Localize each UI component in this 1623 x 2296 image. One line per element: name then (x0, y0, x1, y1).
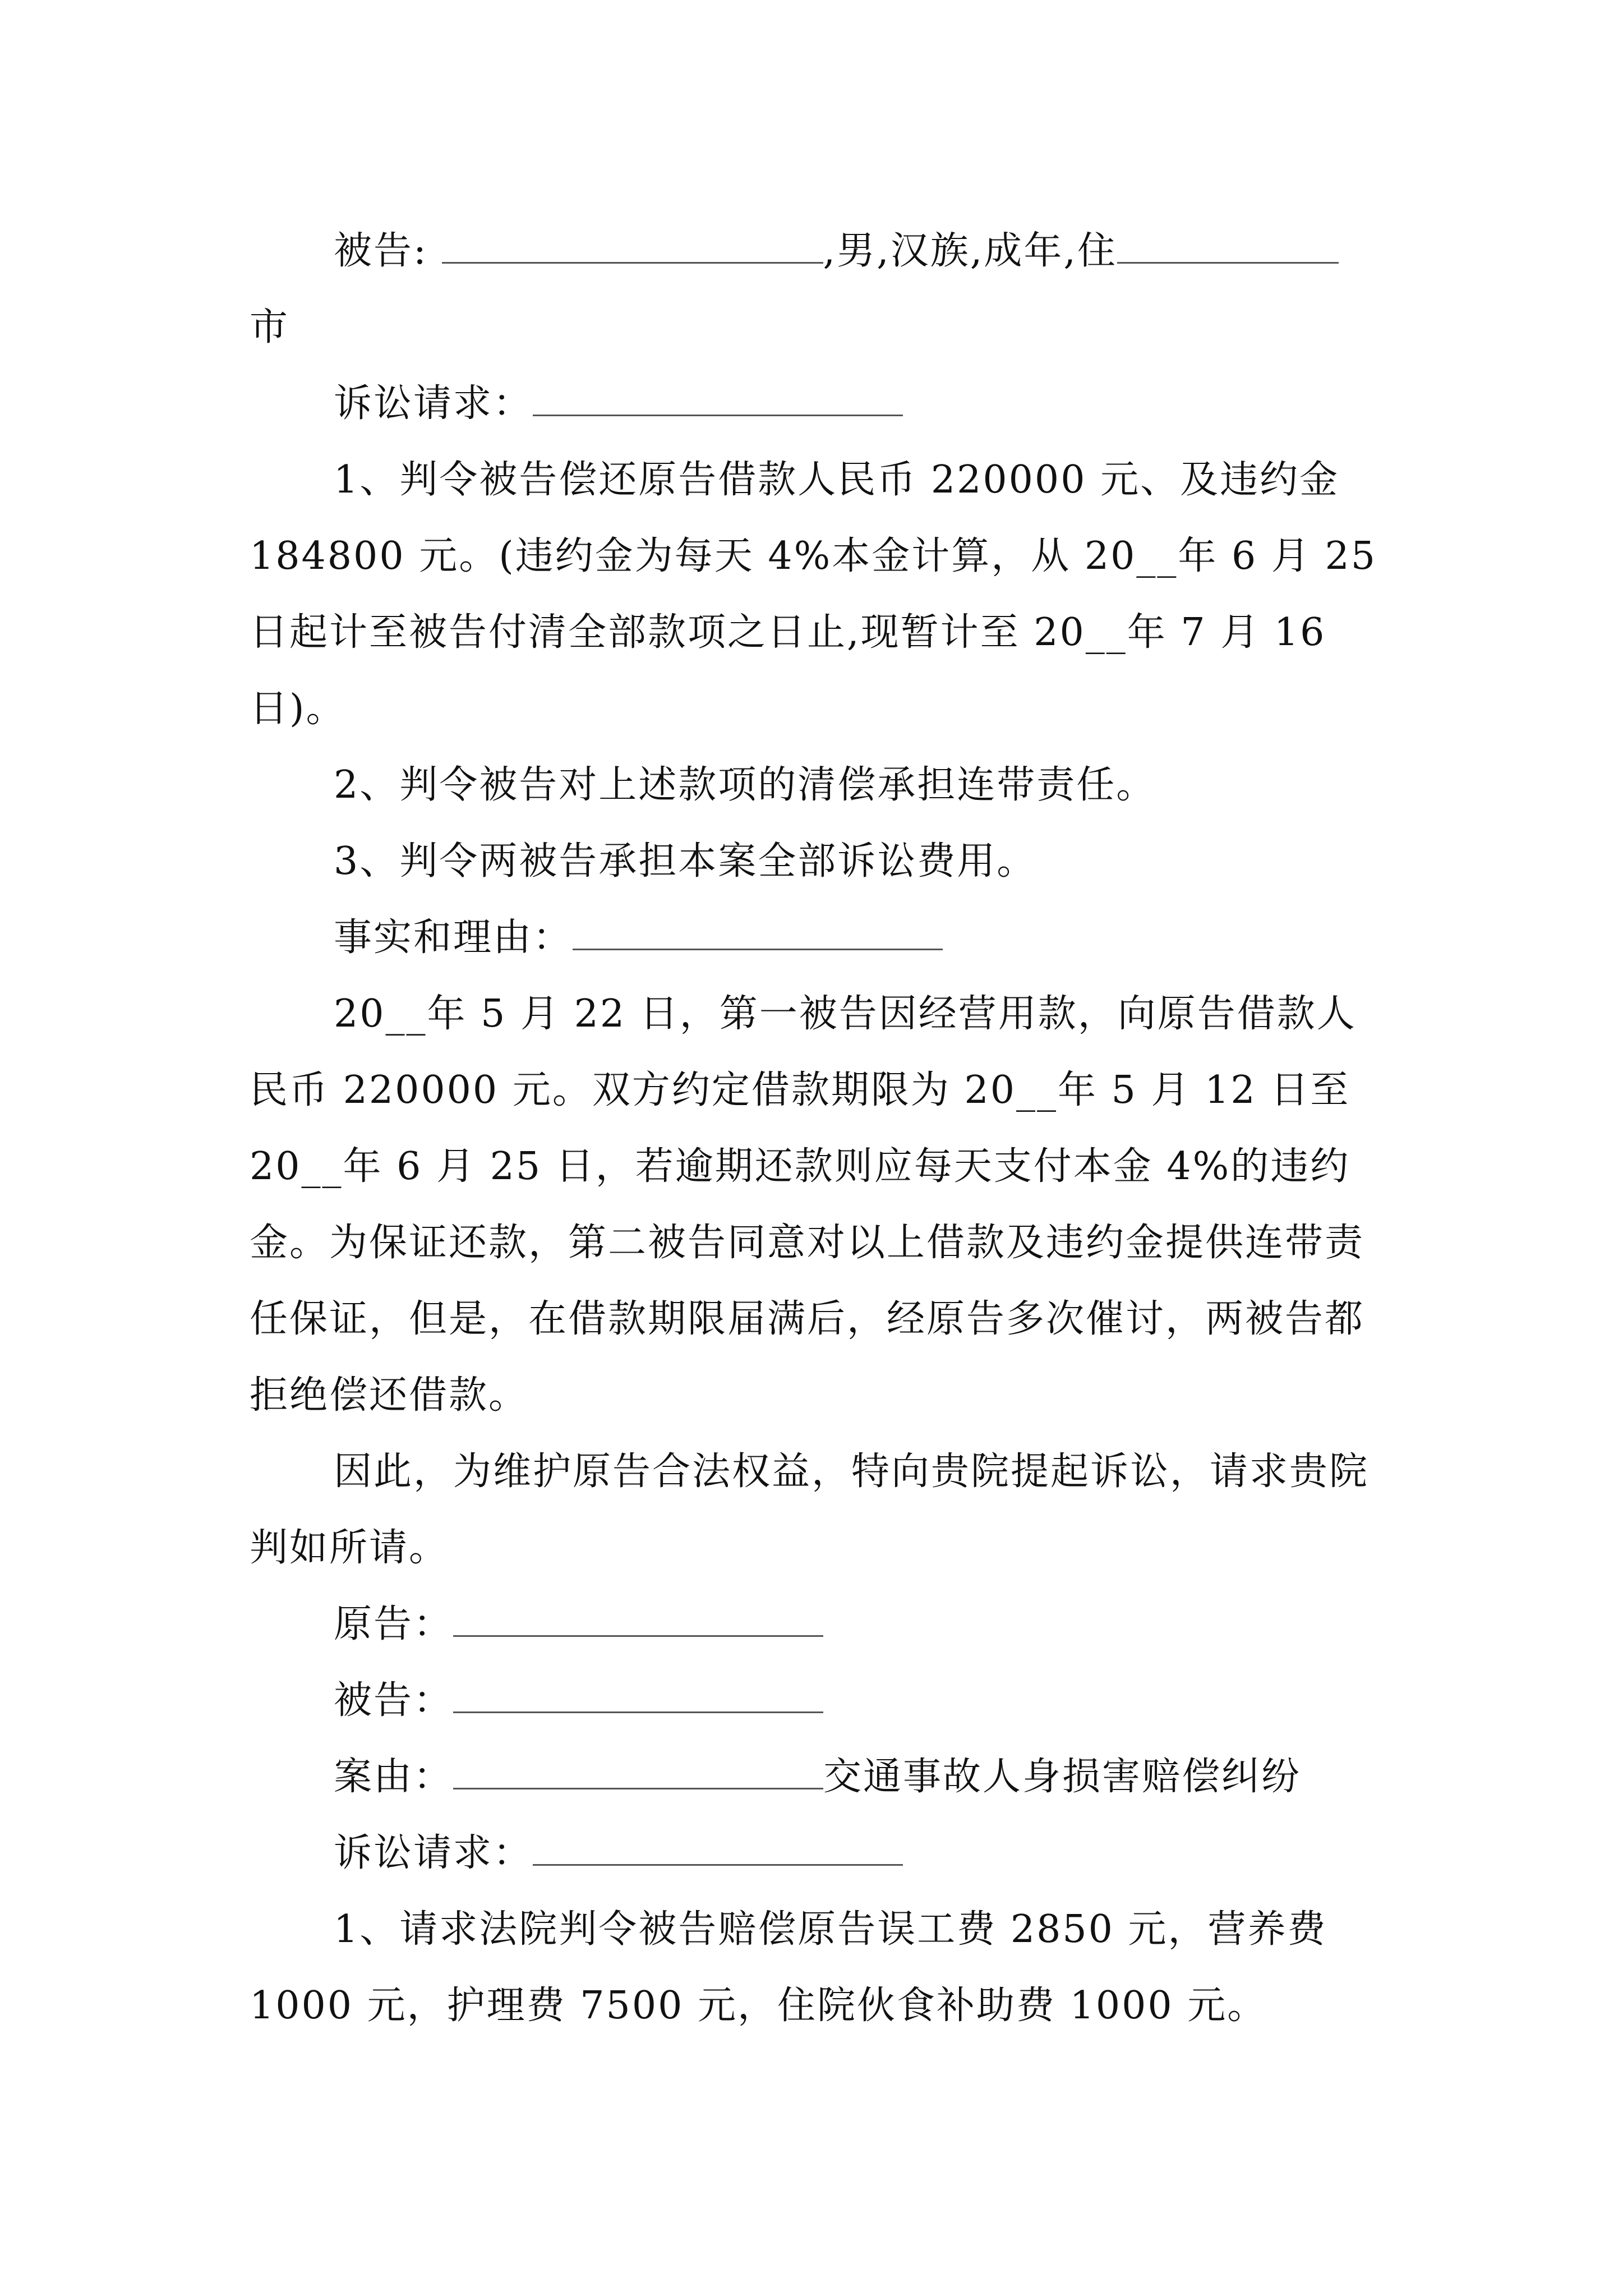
plaintiff-label: 原告： (334, 1602, 454, 1646)
claim-item-1: 1、判令被告偿还原告借款人民币 220000 元、及违约金 184800 元。(违约金为每天 4%本金计算，从 20__年 6 月 25 日起计至被告付清全部款项之日止,现暂计至 20__年 7 月 16 日)。 (250, 458, 1377, 731)
cause-blank (453, 1756, 823, 1789)
cause-line (250, 1739, 1388, 1815)
defendant-name-blank (442, 231, 823, 264)
facts-heading-blank (573, 917, 943, 950)
claims-heading-2-blank (533, 1833, 903, 1866)
claim-item-2: 2、判令被告对上述款项的清偿承担连带责任。 (334, 763, 1156, 807)
defendant-label: 被告: (334, 229, 428, 273)
defendant-line (250, 1663, 1388, 1739)
facts-heading-label: 事实和理由： (334, 915, 573, 960)
defendant-address-blank (1117, 231, 1339, 264)
facts-heading (250, 900, 1388, 976)
cause-label: 案由： (334, 1755, 454, 1799)
claims-heading (250, 366, 1388, 442)
claims-heading-2-label: 诉讼请求： (334, 1831, 533, 1875)
defendant-details: ,男,汉族,成年,住 (823, 229, 1118, 273)
defendant-city: 市 (250, 305, 290, 349)
claim-2-item-1: 1、请求法院判令被告赔偿原告误工费 2850 元，营养费 1000 元，护理费 7500 元，住院伙食补助费 1000 元。 (250, 1907, 1327, 2028)
facts-paragraph: 20__年 5 月 22 日，第一被告因经营用款，向原告借款人民币 220000 元。双方约定借款期限为 20__年 5 月 12 日至 20__年 6 月 25 日，若逾期还款则应每天支付本金 4%的违约金。为保证还款，第二被告同意对以上借款及违约金提供连带责任保证，但是，在借款期限届满后，经原告多次催讨，两被告都拒绝偿还借款。 (250, 992, 1365, 1418)
claims-heading-label: 诉讼请求： (334, 381, 533, 426)
claims-heading-blank (533, 383, 903, 416)
cause-text: 交通事故人身损害赔偿纠纷 (823, 1755, 1302, 1799)
defendant-blank-2 (453, 1680, 823, 1713)
plaintiff-blank (453, 1604, 823, 1637)
defendant-label-2: 被告： (334, 1678, 454, 1723)
plaintiff-line (250, 1586, 1388, 1663)
claims-heading-2 (250, 1815, 1388, 1892)
conclusion-paragraph: 因此，为维护原告合法权益，特向贵院提起诉讼，请求贵院判如所请。 (250, 1450, 1370, 1570)
claim-item-3: 3、判令两被告承担本案全部诉讼费用。 (334, 839, 1037, 884)
defendant-info-line (250, 213, 1388, 289)
document-body (250, 213, 1388, 2044)
